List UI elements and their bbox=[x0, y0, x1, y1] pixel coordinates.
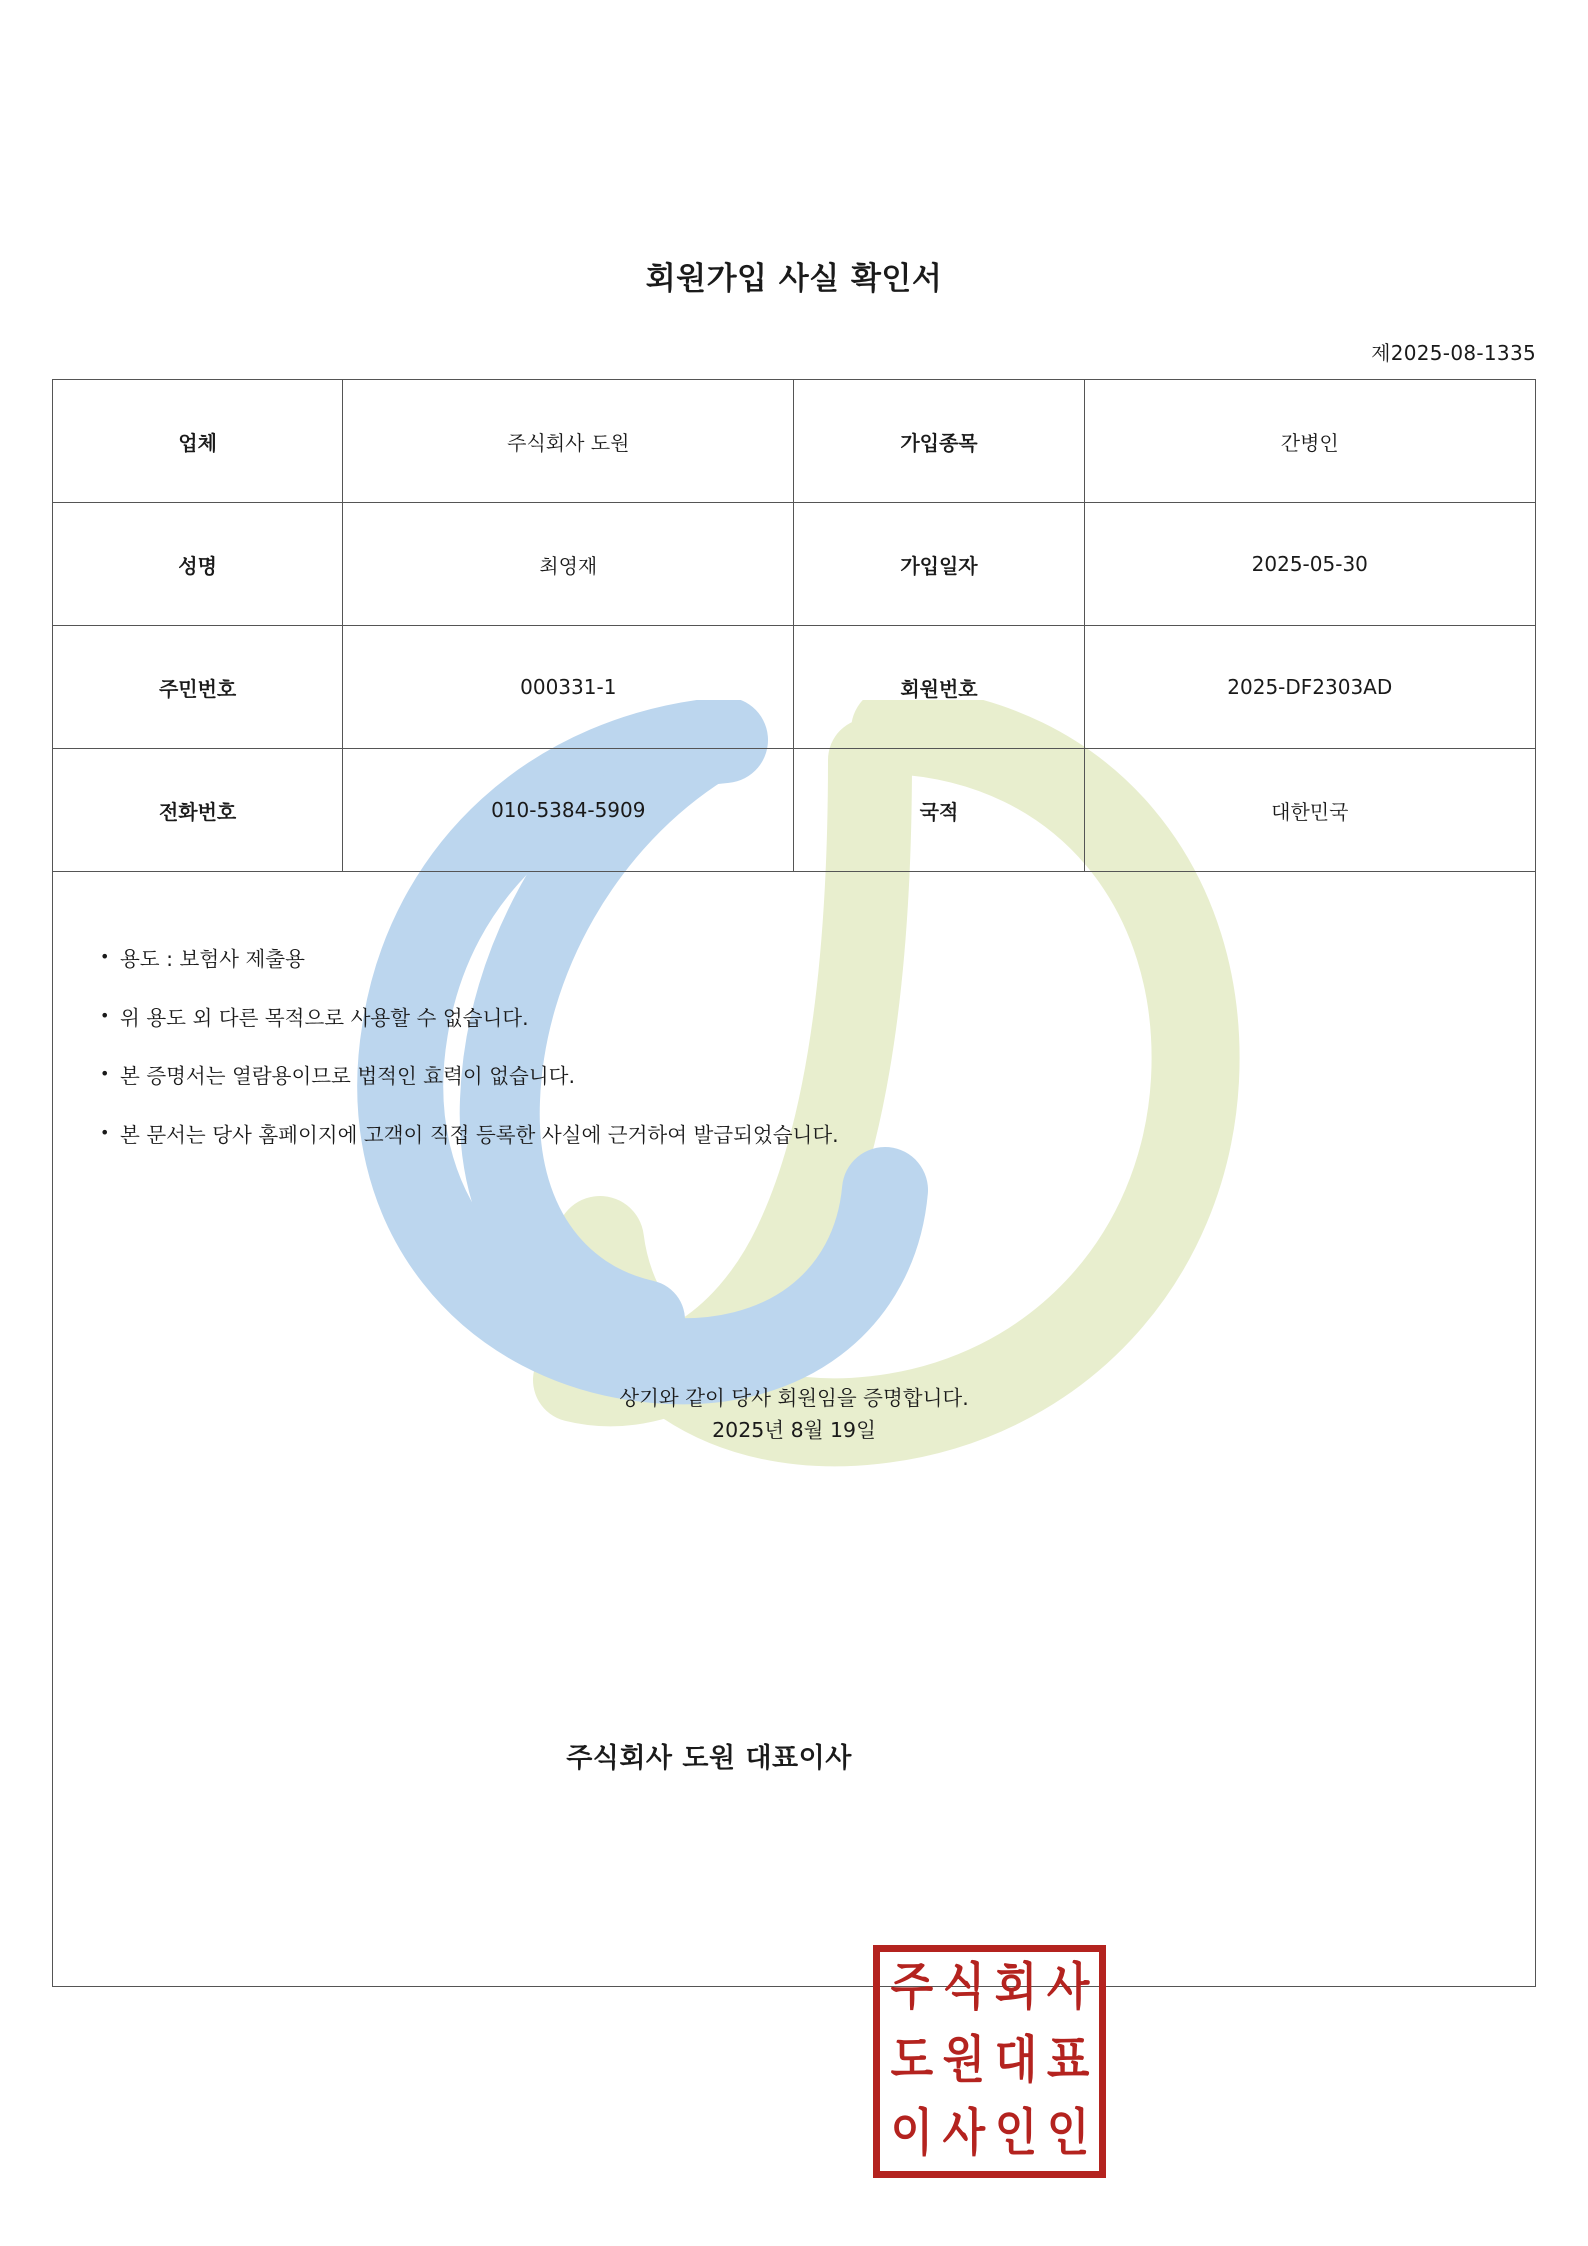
field-value-phone: 010-5384-5909 bbox=[343, 749, 794, 872]
field-value-nationality: 대한민국 bbox=[1084, 749, 1535, 872]
seal-row-1 bbox=[880, 1952, 1099, 2025]
list-item: • 본 증명서는 열람용이므로 법적인 효력이 없습니다. bbox=[98, 1066, 839, 1087]
field-label-join-category: 가입종목 bbox=[794, 380, 1084, 503]
document-number: 제2025-08-1335 bbox=[1371, 341, 1536, 365]
field-label-company: 업체 bbox=[53, 380, 343, 503]
list-item: • 용도 : 보험사 제출용 bbox=[98, 949, 839, 970]
signature-block bbox=[53, 1694, 1535, 1774]
field-value-company: 주식회사 도원 bbox=[343, 380, 794, 503]
company-seal-stamp bbox=[873, 1945, 1106, 2178]
table-row bbox=[53, 503, 1536, 626]
seal-char: 식 bbox=[942, 1958, 985, 2018]
document-body bbox=[52, 859, 1536, 2164]
field-value-join-category: 간병인 bbox=[1084, 380, 1535, 503]
field-label-nationality: 국적 bbox=[794, 749, 1084, 872]
seal-char: 인 bbox=[994, 2104, 1037, 2164]
seal-char: 회 bbox=[994, 1958, 1037, 2018]
seal-char: 대 bbox=[994, 2031, 1037, 2091]
seal-row-3 bbox=[880, 2098, 1099, 2171]
field-value-join-date: 2025-05-30 bbox=[1084, 503, 1535, 626]
seal-char: 사 bbox=[942, 2104, 985, 2164]
field-label-member-number: 회원번호 bbox=[794, 626, 1084, 749]
table-row bbox=[53, 626, 1536, 749]
field-value-member-number: 2025-DF2303AD bbox=[1084, 626, 1535, 749]
certification-date: 2025년 8월 19일 bbox=[712, 1417, 876, 1442]
seal-char: 주 bbox=[890, 1958, 933, 2018]
seal-char: 표 bbox=[1046, 2031, 1089, 2091]
signature-text: 주식회사 도원 대표이사 bbox=[566, 1743, 852, 1774]
seal-char: 이 bbox=[890, 2104, 933, 2164]
table-row bbox=[53, 749, 1536, 872]
field-label-name: 성명 bbox=[53, 503, 343, 626]
seal-row-2 bbox=[880, 2025, 1099, 2098]
certification-block bbox=[53, 1383, 1535, 1447]
table-row bbox=[53, 380, 1536, 503]
member-info-table bbox=[52, 379, 1536, 872]
seal-char: 도 bbox=[890, 2031, 933, 2091]
field-value-resident-number: 000331-1 bbox=[343, 626, 794, 749]
field-label-phone: 전화번호 bbox=[53, 749, 343, 872]
page-title: 회원가입 사실 확인서 bbox=[645, 261, 943, 297]
field-label-join-date: 가입일자 bbox=[794, 503, 1084, 626]
list-item: • 본 문서는 당사 홈페이지에 고객이 직접 등록한 사실에 근거하여 발급되었습니다. bbox=[98, 1125, 839, 1146]
field-label-resident-number: 주민번호 bbox=[53, 626, 343, 749]
seal-char: 사 bbox=[1046, 1958, 1089, 2018]
seal-char: 인 bbox=[1046, 2104, 1089, 2164]
seal-char: 원 bbox=[942, 2031, 985, 2091]
field-value-name: 최영재 bbox=[343, 503, 794, 626]
notes-list bbox=[98, 949, 839, 1183]
list-item: • 위 용도 외 다른 목적으로 사용할 수 없습니다. bbox=[98, 1008, 839, 1029]
certification-statement: 상기와 같이 당사 회원임을 증명합니다. bbox=[619, 1386, 969, 1410]
